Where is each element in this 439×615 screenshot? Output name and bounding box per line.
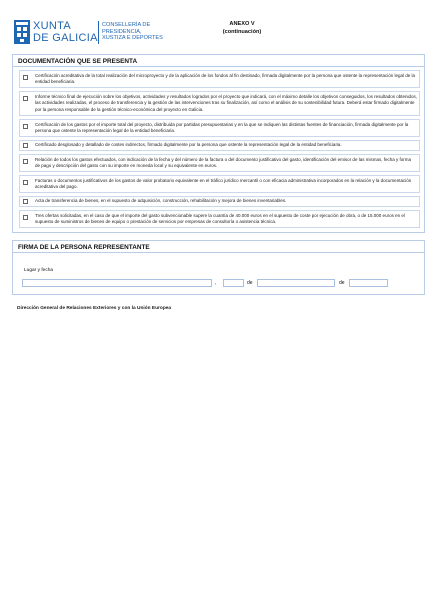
de-separator: de	[339, 280, 345, 286]
annex-subtitle: (continuación)	[222, 29, 262, 35]
document-item	[19, 175, 420, 193]
document-item-text: Tres ofertas solicitadas, en el caso de que el importe del gasto subvencionable supere la cuantía de 40.000 euros en el supuesto de coste por ejecución de obra, o de 15.000 euros en el supuesto de suministros de bienes de equipo o prestación de servicios por empresas de consultoría o asistencia técnica.	[35, 213, 405, 225]
document-checkbox[interactable]	[23, 199, 28, 204]
logo-divider	[98, 21, 99, 44]
document-checkbox[interactable]	[23, 75, 28, 80]
document-checkbox[interactable]	[23, 143, 28, 148]
document-item-text: Acta de transferencia de bienes, en el supuesto de adquisición, construcción, rehabilitación y mejora de bienes inventariables.	[35, 198, 287, 203]
de-separator: de	[247, 280, 253, 286]
documentation-title: DOCUMENTACIÓN QUE SE PRESENTA	[18, 58, 138, 65]
annex-title: ANEXO V	[229, 21, 255, 27]
document-item-text: Facturas o documentos justificativos de los gastos de valor probatorio equivalente en el tráfico jurídico mercantil o con eficacia administrativa incorporados en la relación y la documentación acreditativa del pago.	[35, 178, 412, 190]
document-item	[19, 70, 420, 88]
department-line-2: PRESIDENCIA,	[102, 28, 142, 35]
logo-xunta-text: XUNTA	[33, 20, 71, 32]
department-line-1: CONSELLERÍA DE	[102, 22, 151, 28]
document-checkbox[interactable]	[23, 96, 28, 101]
section-divider	[13, 252, 424, 253]
document-item	[19, 154, 420, 172]
section-divider	[13, 66, 424, 67]
documentation-section	[12, 54, 425, 233]
document-checkbox[interactable]	[23, 124, 28, 129]
document-item	[19, 119, 420, 137]
document-checkbox[interactable]	[23, 180, 28, 185]
document-item	[19, 91, 420, 116]
document-checkbox[interactable]	[23, 159, 28, 164]
place-date-label: Lugar y fecha	[24, 268, 54, 273]
year-field[interactable]	[349, 279, 388, 287]
day-field[interactable]	[223, 279, 244, 287]
department-name	[102, 22, 163, 42]
department-line-3: XUSTIZA E DEPORTES	[102, 35, 163, 42]
signature-title: FIRMA DE LA PERSONA REPRESENTANTE	[18, 244, 150, 251]
document-item	[19, 140, 420, 151]
month-field[interactable]	[257, 279, 335, 287]
galicia-seal-icon	[14, 20, 30, 44]
document-item	[19, 196, 420, 207]
document-item-text: Informe técnico final de ejecución sobre los objetivos, actividades y resultados logrados por el proyecto que indicará, con el máximo detalle los objetivos conseguidos, los resultados obtenidos, las actividades realizadas, el proceso de transferencia y la gestión de las intervenciones tras su finalización, así como el análisis de su sostenibilidad futura. Deberá estar firmado digitalmente por la persona responsable de la gestión técnico-económica del proyecto en Galicia.	[35, 94, 417, 112]
document-item-text: Certificación acreditativa de la total realización del microproyecto y de la aplicación de los fondos al fin destinado, firmada digitalmente por la persona que ostente la representación legal de la entidad beneficiaria.	[35, 73, 415, 85]
xunta-logo	[14, 20, 184, 46]
logo-galicia-text: DE GALICIA	[33, 32, 98, 44]
footer-department: Dirección General de Relaciones Exteriores y con la Unión Europea	[17, 306, 172, 311]
place-field[interactable]	[22, 279, 212, 287]
document-item-text: Relación de todos los gastos efectuados, con indicación de la fecha y del número de la factura o del documento justificativo del gasto, identificación del emisor de las mismas, fecha y forma de pago y descripción del gasto con su importe en moneda local y su equivalente en euros.	[35, 157, 411, 169]
comma-separator: ,	[215, 280, 217, 286]
document-item-text: Certificado desglosado y detallado de costes indirectos, firmado digitalmente por la persona que ostente la representación legal de la entidad beneficiaria.	[35, 142, 342, 147]
document-checkbox[interactable]	[23, 215, 28, 220]
document-item-text: Certificación de los gastos por el importe total del proyecto, distribuida por partidas presupuestarias y en la que se indiquen las distintas fuentes de financiación, firmada digitalmente por la persona que ostente la representación legal de la entidad beneficiaria.	[35, 122, 409, 134]
document-item	[19, 210, 420, 228]
